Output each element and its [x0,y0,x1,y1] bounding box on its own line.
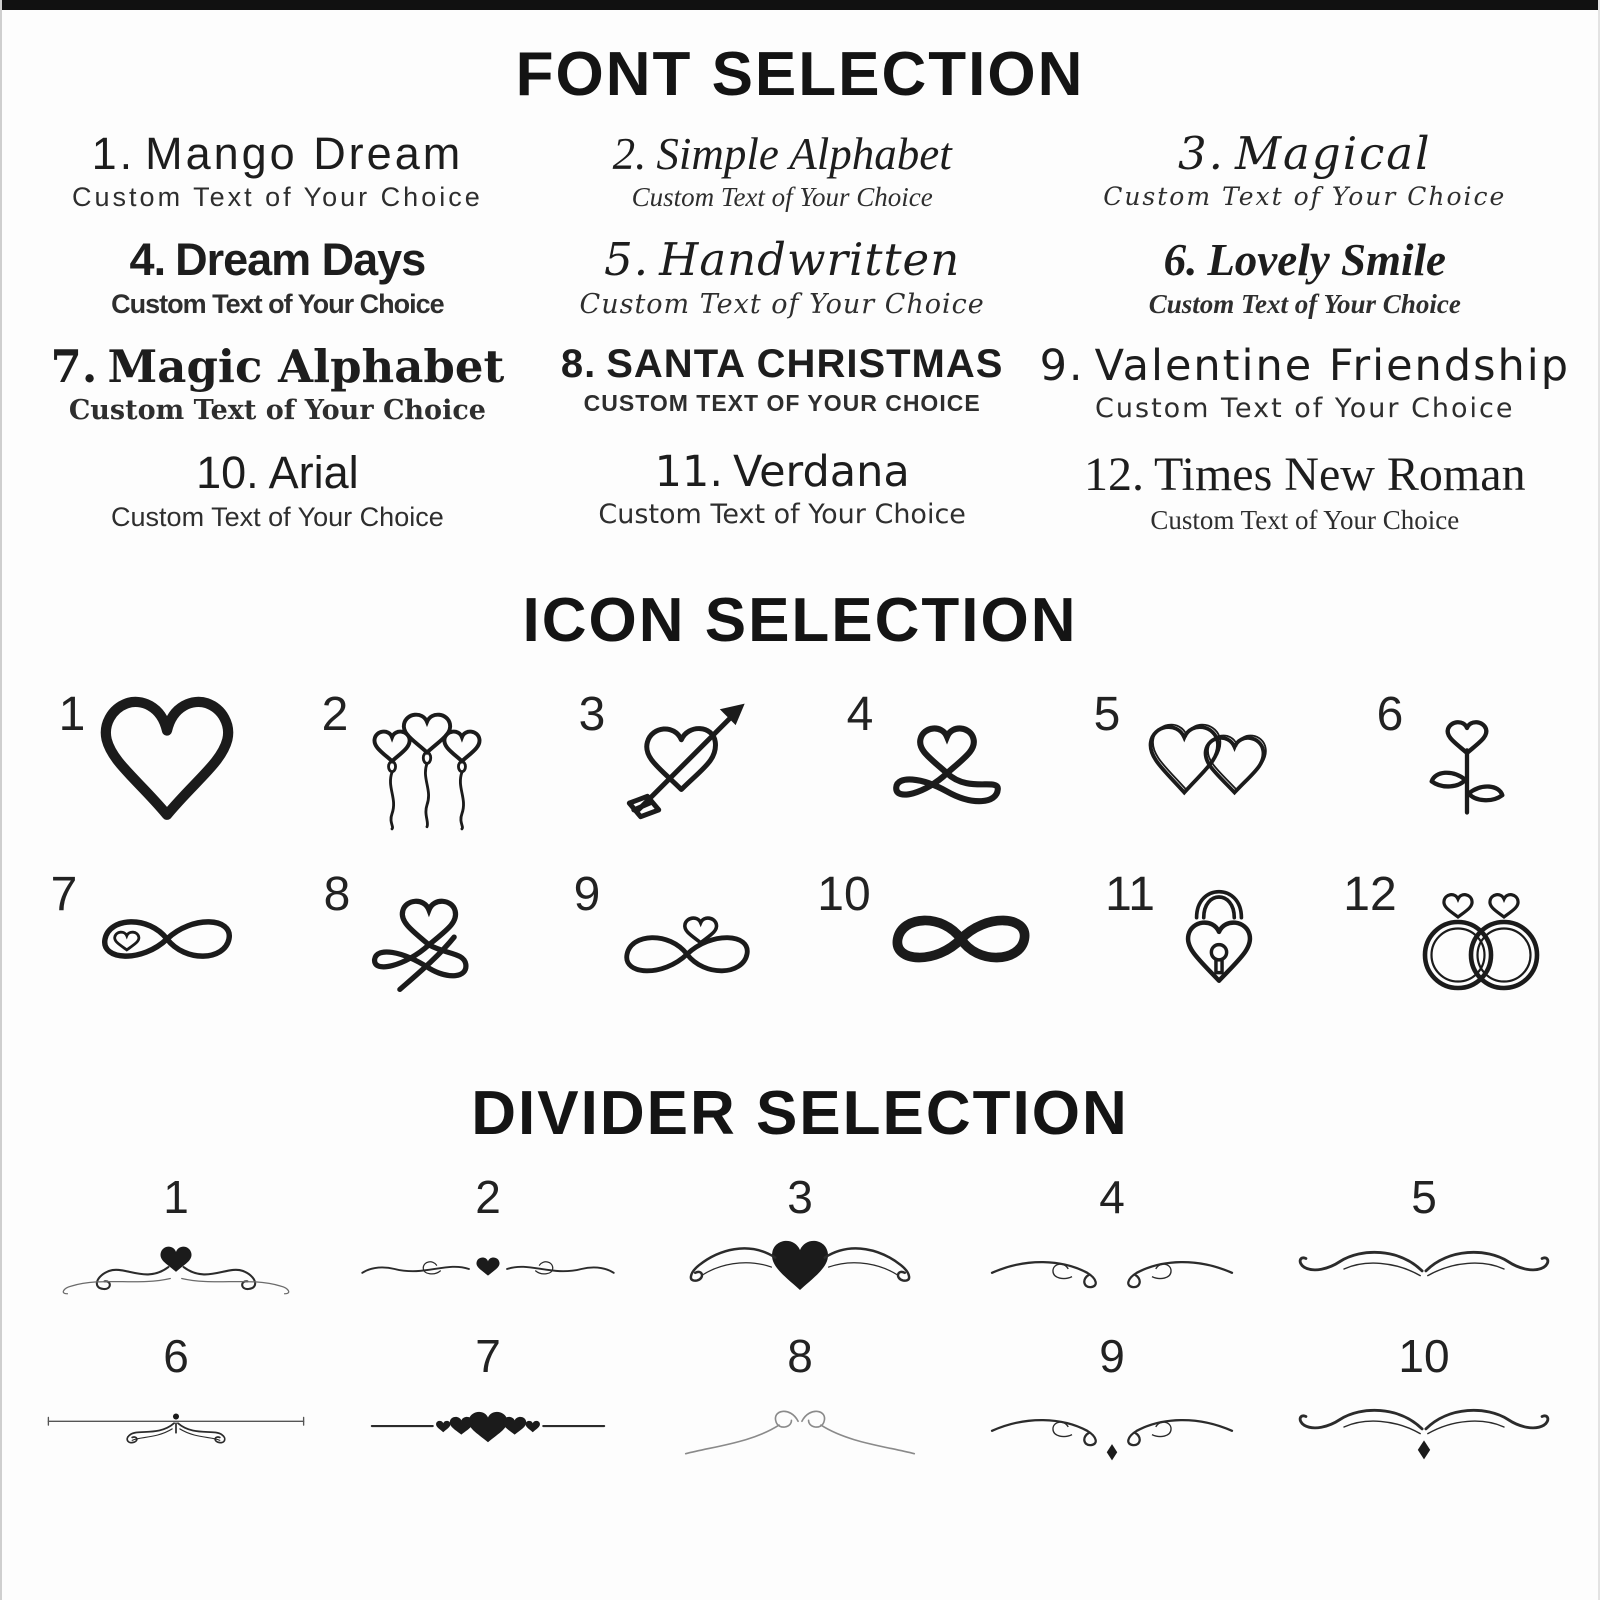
font-option-title: Times New Roman [1153,448,1526,502]
infinity-heart-left-icon [85,889,249,989]
divider-option-number: 7 [475,1329,501,1382]
font-option-number: 1. [91,128,136,180]
font-option-number: 9. [1039,340,1085,391]
icon-option [540,855,800,1023]
double-scroll-divider [969,1229,1255,1309]
fonts-grid [30,127,1570,538]
heart-swirl-divider [33,1229,319,1309]
divider-option [956,1172,1268,1309]
infinity-icon [879,895,1043,983]
icon-option-number: 7 [50,868,78,922]
divider-selection-section [2,1081,1598,1467]
font-option-title: Mango Dream [145,128,464,180]
divider-option [956,1331,1268,1468]
font-option [1040,127,1570,215]
font-option-sample: CUSTOM TEXT OF YOUR CHOICE [583,389,981,416]
icon-option [20,855,280,1023]
curled-flourish-divider [1281,1229,1567,1309]
heart-flower-icon [1411,684,1523,834]
icon-selection-section [2,588,1598,1023]
icon-option-number: 10 [817,868,871,922]
icon-option [280,855,540,1023]
font-option-sample: Custom Text of Your Choice [1095,393,1515,425]
icon-option-number: 12 [1343,868,1397,922]
font-option-number: 7. [50,339,98,393]
font-option-title: Dream Days [175,234,426,286]
font-option-sample: Custom Text of Your Choice [111,501,444,532]
font-option-title: Magic Alphabet [107,339,505,393]
font-option [535,340,1030,428]
font-option-title: Magical [1234,127,1432,181]
divider-option-number: 9 [1099,1329,1125,1382]
heart-infinity-flourish-icon [358,875,496,1003]
icon-option [800,675,1060,843]
icon-option-number: 8 [323,868,351,922]
line-dot-flourish-divider [33,1387,319,1467]
icon-selection-title: ICON SELECTION [522,586,1078,656]
font-option [535,233,1030,321]
font-option [535,446,1030,538]
divider-option [644,1172,956,1309]
font-option-number: 10. [196,447,259,499]
divider-option-number: 5 [1411,1171,1437,1224]
icon-option [540,675,800,843]
icon-option [1060,675,1320,843]
icon-option-number: 9 [573,868,601,922]
heart-padlock-icon [1163,870,1275,1008]
font-option-number: 5. [604,233,650,287]
icons-grid [20,675,1580,1023]
divider-option [332,1172,644,1309]
icon-option [1060,855,1320,1023]
font-option-sample: Custom Text of Your Choice [1103,182,1507,212]
curl-sweep-divider [657,1387,943,1467]
font-option-title: Simple Alphabet [656,129,952,180]
font-option-number: 3. [1178,127,1225,181]
font-option-name [535,129,1030,179]
font-option-name [1040,342,1570,390]
font-option-name [30,448,525,498]
divider-option [644,1331,956,1468]
font-option-number: 12. [1083,448,1144,502]
font-option-sample: Custom Text of Your Choice [579,288,985,320]
top-border-bar [2,0,1598,10]
font-option-name [30,235,525,285]
icon-option [280,675,540,843]
font-option [30,340,525,428]
icon-option-number: 4 [846,688,874,742]
font-option-number: 11. [654,447,724,498]
scroll-diamond-divider [969,1387,1255,1467]
dividers-grid [20,1172,1580,1467]
font-option-name [30,339,525,393]
double-hearts-icon [1128,692,1286,826]
font-option [30,233,525,321]
divider-option [1268,1331,1580,1468]
font-selection-section [2,42,1598,538]
icon-option-number: 2 [321,688,349,742]
font-option-name [1040,235,1570,285]
font-option [30,446,525,538]
font-option [1040,446,1570,538]
divider-option-number: 10 [1398,1329,1450,1382]
font-option-title: SANTA CHRISTMAS [606,341,1004,386]
font-option-sample: Custom Text of Your Choice [72,182,483,213]
divider-selection-title: DIVIDER SELECTION [471,1079,1129,1149]
font-option-sample: Custom Text of Your Choice [598,499,966,531]
font-option-title: Valentine Friendship [1094,340,1570,391]
font-option-number: 6. [1163,235,1198,286]
font-option-title: Arial [268,447,359,499]
font-option-name [1040,448,1570,502]
wedding-rings-icon [1405,877,1557,1001]
font-option-name [1040,129,1570,179]
font-option-sample: Custom Text of Your Choice [68,395,486,427]
heart-arrow-icon [613,690,761,828]
bold-heart-flourish-divider [657,1229,943,1309]
font-option-number: 4. [129,234,166,286]
heart-infinity-bow-icon [881,701,1013,817]
icon-option-number: 1 [58,688,86,742]
icon-option-number: 3 [578,688,606,742]
divider-option-number: 6 [163,1329,189,1382]
font-option-name [535,448,1030,496]
heart-row-divider [345,1387,631,1467]
divider-option-number: 1 [163,1171,189,1224]
font-selection-title: FONT SELECTION [515,40,1085,109]
font-option [30,127,525,215]
flourish-diamond-divider [1281,1387,1567,1467]
divider-option [20,1331,332,1468]
icon-option-number: 6 [1376,688,1404,742]
heart-balloons-icon [356,684,498,834]
divider-option [20,1172,332,1309]
font-option-number: 8. [560,341,597,386]
divider-option-number: 4 [1099,1171,1125,1224]
divider-option [332,1331,644,1468]
icon-option [1320,675,1580,843]
font-option [1040,233,1570,321]
divider-option-number: 3 [787,1171,813,1224]
font-option [1040,340,1570,428]
infinity-heart-top-icon [608,889,766,990]
font-option-name [30,129,525,179]
font-option-sample: Custom Text of Your Choice [1150,505,1460,536]
icon-option-number: 5 [1093,688,1121,742]
font-option-sample: Custom Text of Your Choice [631,182,933,213]
icon-option [800,855,1060,1023]
divider-option-number: 2 [475,1171,501,1224]
font-option-title: Verdana [733,447,910,498]
font-option-name [535,235,1030,285]
icon-option-number: 11 [1105,868,1155,922]
font-option-title: Lovely Smile [1207,235,1446,286]
font-option-sample: Custom Text of Your Choice [1148,288,1461,319]
font-option-name [535,342,1030,387]
icon-option [20,675,280,843]
font-option-sample: Custom Text of Your Choice [111,288,444,319]
divider-option-number: 8 [787,1329,813,1382]
font-option-title: Handwritten [659,233,961,287]
divider-option [1268,1172,1580,1309]
icon-option [1320,855,1580,1023]
font-option-number: 2. [612,129,647,180]
line-heart-scroll-divider [345,1229,631,1309]
bold-heart-icon [93,684,241,834]
font-option [535,127,1030,215]
